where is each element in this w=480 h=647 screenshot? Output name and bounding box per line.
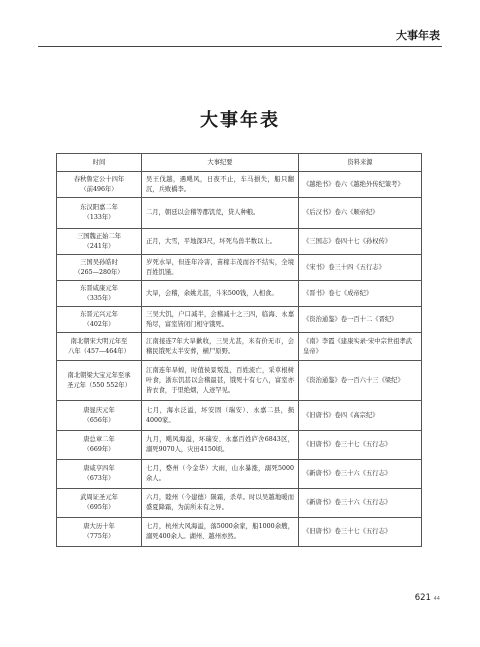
table-row <box>57 333 422 361</box>
page-title: 大事年表 <box>200 110 280 131</box>
header-time: 时间 <box>57 154 142 172</box>
cell-source: 《越绝书》卷六《越绝外传纪策考》 <box>299 172 422 198</box>
cell-event: 江南连年旱蝗，时值侯景叛乱，百姓流亡，采草根树叶食，浙东饥甚以会稽最甚，饿死十有七八，富室亦皆衣食，于里绝烟，人迹罕见。 <box>142 361 299 401</box>
cell-time: 东汉阳嘉二年 （133年） <box>57 198 142 229</box>
cell-source: 《新唐书》卷三十六《五行志》 <box>299 489 422 518</box>
cell-event: 九月，飓风海溢，坏瑞安、永嘉百姓庐舍6843区，溺死9070人，灾田4150顷。 <box>142 431 299 460</box>
cell-source: 《旧唐书》卷三十七《五行志》 <box>299 431 422 460</box>
cell-source: 《南》李霞《建康实录·宋中宗世祖孝武皇帝》 <box>299 333 422 361</box>
cell-event: 七月，婺州（今金华）大雨，山水暴涨，溺死5000余人。 <box>142 460 299 489</box>
table-row <box>57 460 422 489</box>
cell-time: 武周证圣元年 （695年） <box>57 489 142 518</box>
cell-time: 唐大历十年 （775年） <box>57 518 142 547</box>
page-number-suffix: 44 <box>433 596 440 602</box>
cell-time: 唐显庆元年 （656年） <box>57 401 142 431</box>
cell-source: 《旧唐书》卷三十七《五行志》 <box>299 518 422 547</box>
cell-time: 春秋鲁定公十四年 （前496年） <box>57 172 142 198</box>
header-source: 资料来源 <box>299 154 422 172</box>
cell-source: 《宋书》卷三十四《五行志》 <box>299 255 422 281</box>
cell-event: 七月，杭州大风海溢，落5000余家，船1000余艘，溺死400余人。湖州、越州亦然。 <box>142 518 299 547</box>
cell-event: 正月，大雪，平地深3尺，坏死鸟兽半数以上。 <box>142 229 299 255</box>
cell-event: 江南接连7年大旱歉收，三吴尤甚，米有价无市，会稽民饿死太半安葬，横尸原野。 <box>142 333 299 361</box>
header-event: 大事纪要 <box>142 154 299 172</box>
cell-source: 《三国志》卷四十七《孙权传》 <box>299 229 422 255</box>
cell-time: 三国魏正始二年 （241年） <box>57 229 142 255</box>
cell-time: 南北朝宋大明元年至 八年（457—464年） <box>57 333 142 361</box>
cell-time: 东晋咸康元年 （335年） <box>57 281 142 307</box>
cell-time: 三国吴孙皓时 （265—280年） <box>57 255 142 281</box>
header-rule <box>38 46 442 47</box>
cell-time: 东晋元兴元年 （402年） <box>57 307 142 333</box>
running-head: 大事年表 <box>396 29 440 42</box>
cell-event: 二月，朝廷以会稽等郡饥荒，贷人种粮。 <box>142 198 299 229</box>
cell-source: 《资治通鉴》卷一百十二《晋纪》 <box>299 307 422 333</box>
chronology-table <box>56 153 422 547</box>
cell-event: 大旱，会稽，余姚尤甚，斗米500钱，人相食。 <box>142 281 299 307</box>
cell-source: 《后汉书》卷六《顺帝纪》 <box>299 198 422 229</box>
table-row <box>57 361 422 401</box>
table-row <box>57 401 422 431</box>
cell-event: 三吴大饥，户口减半，会稽减十之三四，临海、永嘉殆尽，富室皆闭门相守饿死。 <box>142 307 299 333</box>
table-body <box>57 172 422 547</box>
cell-event: 七月，海水泛溢，坏安固（瑞安）、永嘉二县，损4000家。 <box>142 401 299 431</box>
page-number <box>400 593 440 603</box>
table-header-row <box>57 154 422 172</box>
cell-source: 《旧唐书》卷四《高宗纪》 <box>299 401 422 431</box>
cell-time: 南北朝梁大宝元年至承 圣元年（550 552年） <box>57 361 142 401</box>
table-row <box>57 431 422 460</box>
table-row <box>57 255 422 281</box>
table-row <box>57 172 422 198</box>
table-row <box>57 518 422 547</box>
cell-event: 吴王伐越，遇飓风，日夜不止，车马損失，船只翻沉，兵败橋李。 <box>142 172 299 198</box>
cell-source: 《资治通鉴》卷一百六十三《梁纪》 <box>299 361 422 401</box>
table-row <box>57 229 422 255</box>
table-row <box>57 307 422 333</box>
cell-event: 六月，睦州（今建德）陨霜，杀草。时以吴越地暖而盛夏降霜，为前所未有之异。 <box>142 489 299 518</box>
table-row <box>57 198 422 229</box>
cell-time: 唐总章二年 （669年） <box>57 431 142 460</box>
table-row <box>57 281 422 307</box>
cell-source: 《新唐书》卷三十六《五行志》 <box>299 460 422 489</box>
cell-time: 唐咸亨四年 （673年） <box>57 460 142 489</box>
cell-source: 《晋书》卷七《成帝纪》 <box>299 281 422 307</box>
table-row <box>57 489 422 518</box>
page-number-value: 621 <box>414 593 431 603</box>
cell-event: 岁死水旱，但连年冷害，苗稼丰茂而谷不结实，全境百姓饥馑。 <box>142 255 299 281</box>
